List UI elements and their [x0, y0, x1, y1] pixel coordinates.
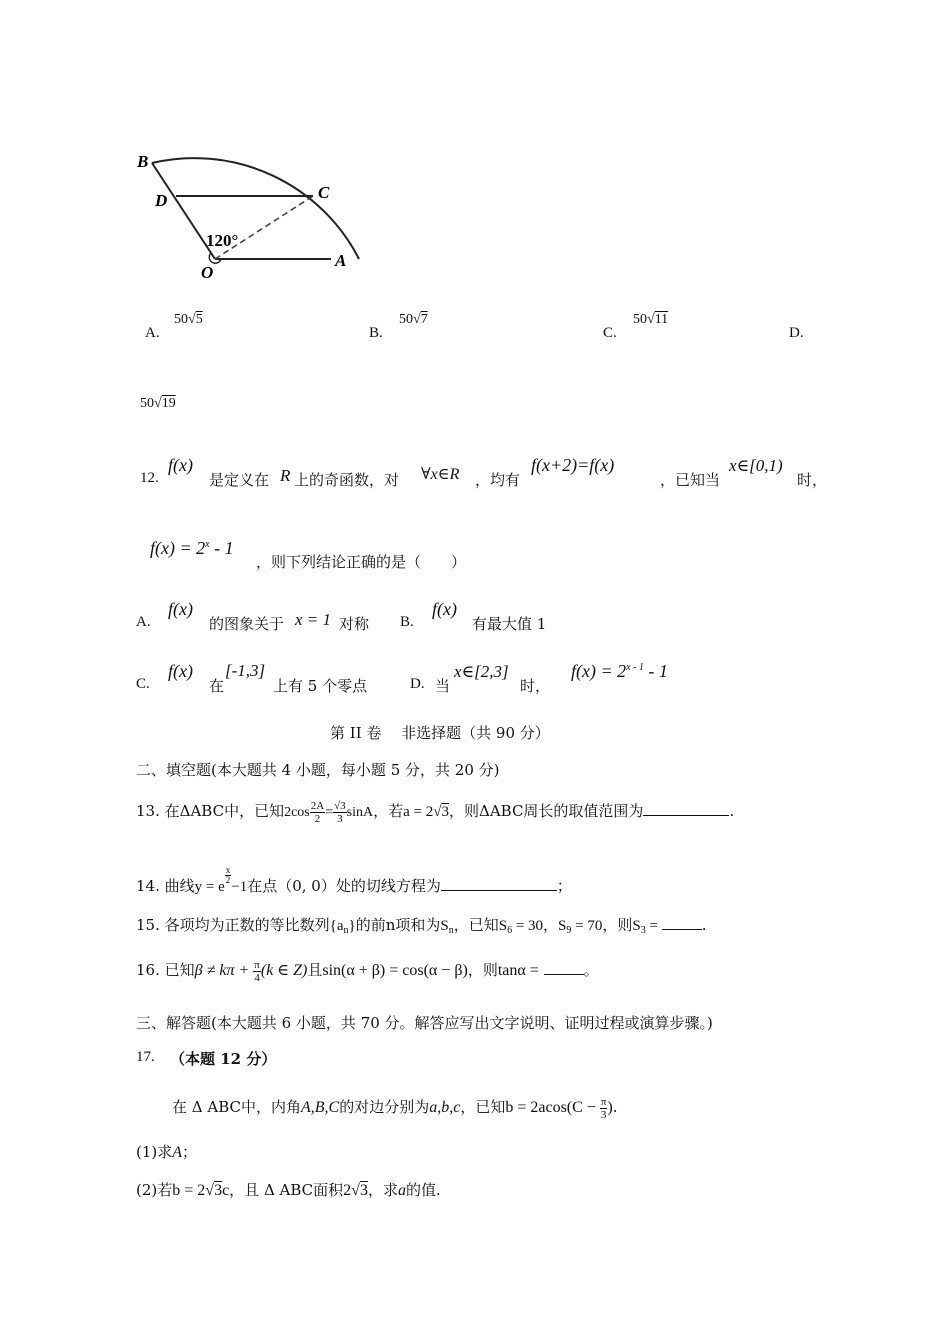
- option-text: 对称: [339, 615, 370, 633]
- sector-figure: [130, 140, 370, 290]
- q15-sn: $S_n$: [440, 918, 454, 936]
- question-16: [136, 959, 599, 984]
- q16-cond: β ≠ kπ + $\frac{\pi}{4}$ (k ∈ Z): [194, 959, 308, 984]
- q17-part1: [136, 1141, 197, 1162]
- option-label: C.: [603, 325, 617, 341]
- section-solutions: 三、解答题(本大题共 6 小题，共 70 分。解答应写出文字说明、证明过程或演算步骤。): [136, 1014, 713, 1032]
- answer-blank[interactable]: [544, 974, 584, 975]
- option-text: 时，: [520, 677, 551, 695]
- option-label: D.: [789, 325, 804, 341]
- q17-cond: b = 2acos(C − $\frac{\pi}{3}$ ): [505, 1096, 613, 1121]
- q16-end: 。: [583, 961, 599, 980]
- q13-tail: ，则ΔABC周长的取值范围为: [448, 802, 644, 820]
- part2-heading: 第 II 卷 非选择题（共 90 分）: [330, 724, 550, 742]
- q15-text: 的前n项和为: [355, 916, 441, 934]
- q17-text: (2)若: [136, 1181, 173, 1199]
- q16-text: ，则: [467, 961, 498, 980]
- option-value: 50√19: [140, 396, 176, 411]
- q14-curve: y = e $\frac{x}{2}$ −1: [194, 865, 248, 895]
- option-label: B.: [369, 325, 383, 341]
- q13-mid: ，若: [373, 802, 404, 820]
- q17-text: ；: [182, 1143, 198, 1161]
- q16-text: 且: [307, 961, 323, 980]
- q17-angles: A,B,C: [300, 1099, 340, 1117]
- question-15: [136, 914, 706, 936]
- label-d: D: [155, 191, 168, 210]
- q15-prefix: 15. 各项均为正数的等比数列: [136, 916, 330, 934]
- angle-label: 120°: [206, 231, 239, 250]
- option-value: 50√11: [633, 312, 669, 327]
- option-label: A.: [145, 325, 160, 341]
- answer-blank[interactable]: [643, 815, 729, 816]
- q17-p2-cond: b = 2√3c: [172, 1182, 230, 1199]
- q15-end: .: [701, 916, 707, 934]
- question-number: 17.: [136, 1049, 155, 1065]
- label-c: C: [318, 183, 330, 202]
- q12-text: 是定义在: [209, 471, 270, 489]
- option-label: D.: [410, 676, 425, 692]
- q15-text: ，则: [602, 916, 633, 934]
- label-a: A: [335, 251, 347, 270]
- set-r: R: [280, 466, 291, 485]
- q15-s6: $S_6 = 30$: [498, 918, 544, 936]
- q13-end: .: [729, 802, 735, 820]
- option-value: 50√5: [174, 312, 203, 327]
- q17-text: 的对边分别为: [339, 1098, 430, 1117]
- forall-expr: ∀x∈R: [421, 466, 460, 483]
- q17-part2: [136, 1179, 441, 1200]
- q17-text: ，且 Δ ABC面积: [229, 1181, 344, 1199]
- q12-text: ，已知当: [660, 471, 721, 489]
- q16-ask: tanα =: [497, 962, 539, 980]
- q15-text: ，已知: [453, 916, 499, 934]
- q12-text: 上的奇函数，对: [294, 471, 400, 489]
- q15-s3: $S_3$ =: [632, 918, 662, 936]
- q16-eq: sin(α + β) = cos(α − β): [322, 962, 468, 980]
- option-label: A.: [136, 614, 151, 630]
- section-fill-in: 二、填空题(本大题共 4 小题，每小题 5 分，共 20 分): [136, 761, 500, 779]
- option-interval: x∈[2,3]: [454, 662, 509, 681]
- label-o: O: [201, 263, 214, 282]
- q17-text: ，已知: [460, 1098, 506, 1117]
- q17-var: A: [172, 1144, 183, 1161]
- question-score: （本题 12 分）: [170, 1050, 277, 1068]
- q14-prefix: 14. 曲线: [136, 876, 195, 895]
- question-number: 12.: [140, 470, 159, 486]
- option-text: 上有 5 个零点: [273, 677, 368, 695]
- option-interval: [-1,3]: [225, 661, 266, 680]
- q14-tail: 在点（0, 0）处的切线方程为: [247, 876, 441, 895]
- option-text: 的图象关于: [209, 615, 285, 633]
- q15-s9: $S_9 = 70$: [558, 918, 603, 936]
- fx: f(x): [432, 599, 457, 619]
- option-label: C.: [136, 676, 150, 692]
- option-value: 50√7: [399, 312, 428, 327]
- q15-seq: $\{a_n\}$: [329, 918, 356, 936]
- q17-text: 的值.: [405, 1181, 441, 1199]
- question-14: [136, 866, 572, 896]
- q13-cond: 2cos $\frac{2A}{2}$ = $\frac{√3}{3}$ sinA: [284, 800, 374, 826]
- option-text: 当: [435, 677, 451, 695]
- q15-text: ，: [543, 916, 559, 934]
- q17-text: 在 Δ ABC中，内角: [172, 1098, 301, 1117]
- option-def: $f(x) = 2^{x - 1} - 1$: [571, 661, 668, 681]
- option-text: 在: [209, 677, 225, 695]
- answer-blank[interactable]: [441, 890, 557, 891]
- q17-p2-area: 2√3: [343, 1182, 368, 1199]
- q14-end: ；: [556, 876, 572, 895]
- label-b: B: [137, 152, 149, 171]
- option-eq: x = 1: [295, 610, 332, 629]
- q17-text: ，求: [367, 1181, 398, 1199]
- option-text: 有最大值 1: [472, 615, 547, 633]
- period-expr: f(x+2)=f(x): [531, 455, 615, 475]
- q13-a: a = 2√3: [403, 804, 449, 820]
- q17-stem: [172, 1096, 618, 1121]
- fx: f(x): [168, 599, 193, 619]
- q17-text: .: [612, 1098, 618, 1117]
- q12-text: 时，: [797, 471, 828, 489]
- fx: f(x): [168, 455, 193, 475]
- definition-expr: $f(x) = 2^x - 1$: [150, 538, 234, 558]
- q12-text: ，均有: [475, 471, 521, 489]
- q17-sides: a,b,c: [429, 1099, 461, 1117]
- q16-prefix: 16. 已知: [136, 961, 195, 980]
- q13-prefix: 13. 在ΔABC中，已知: [136, 802, 285, 820]
- q17-var: a: [397, 1182, 406, 1199]
- fx: f(x): [168, 661, 193, 681]
- interval-expr: x∈[0,1): [729, 456, 783, 475]
- answer-blank[interactable]: [662, 929, 702, 930]
- option-label: B.: [400, 614, 414, 630]
- q12-text: ，则下列结论正确的是（ ）: [256, 553, 467, 571]
- q17-text: (1)求: [136, 1143, 173, 1161]
- question-13: [136, 800, 734, 825]
